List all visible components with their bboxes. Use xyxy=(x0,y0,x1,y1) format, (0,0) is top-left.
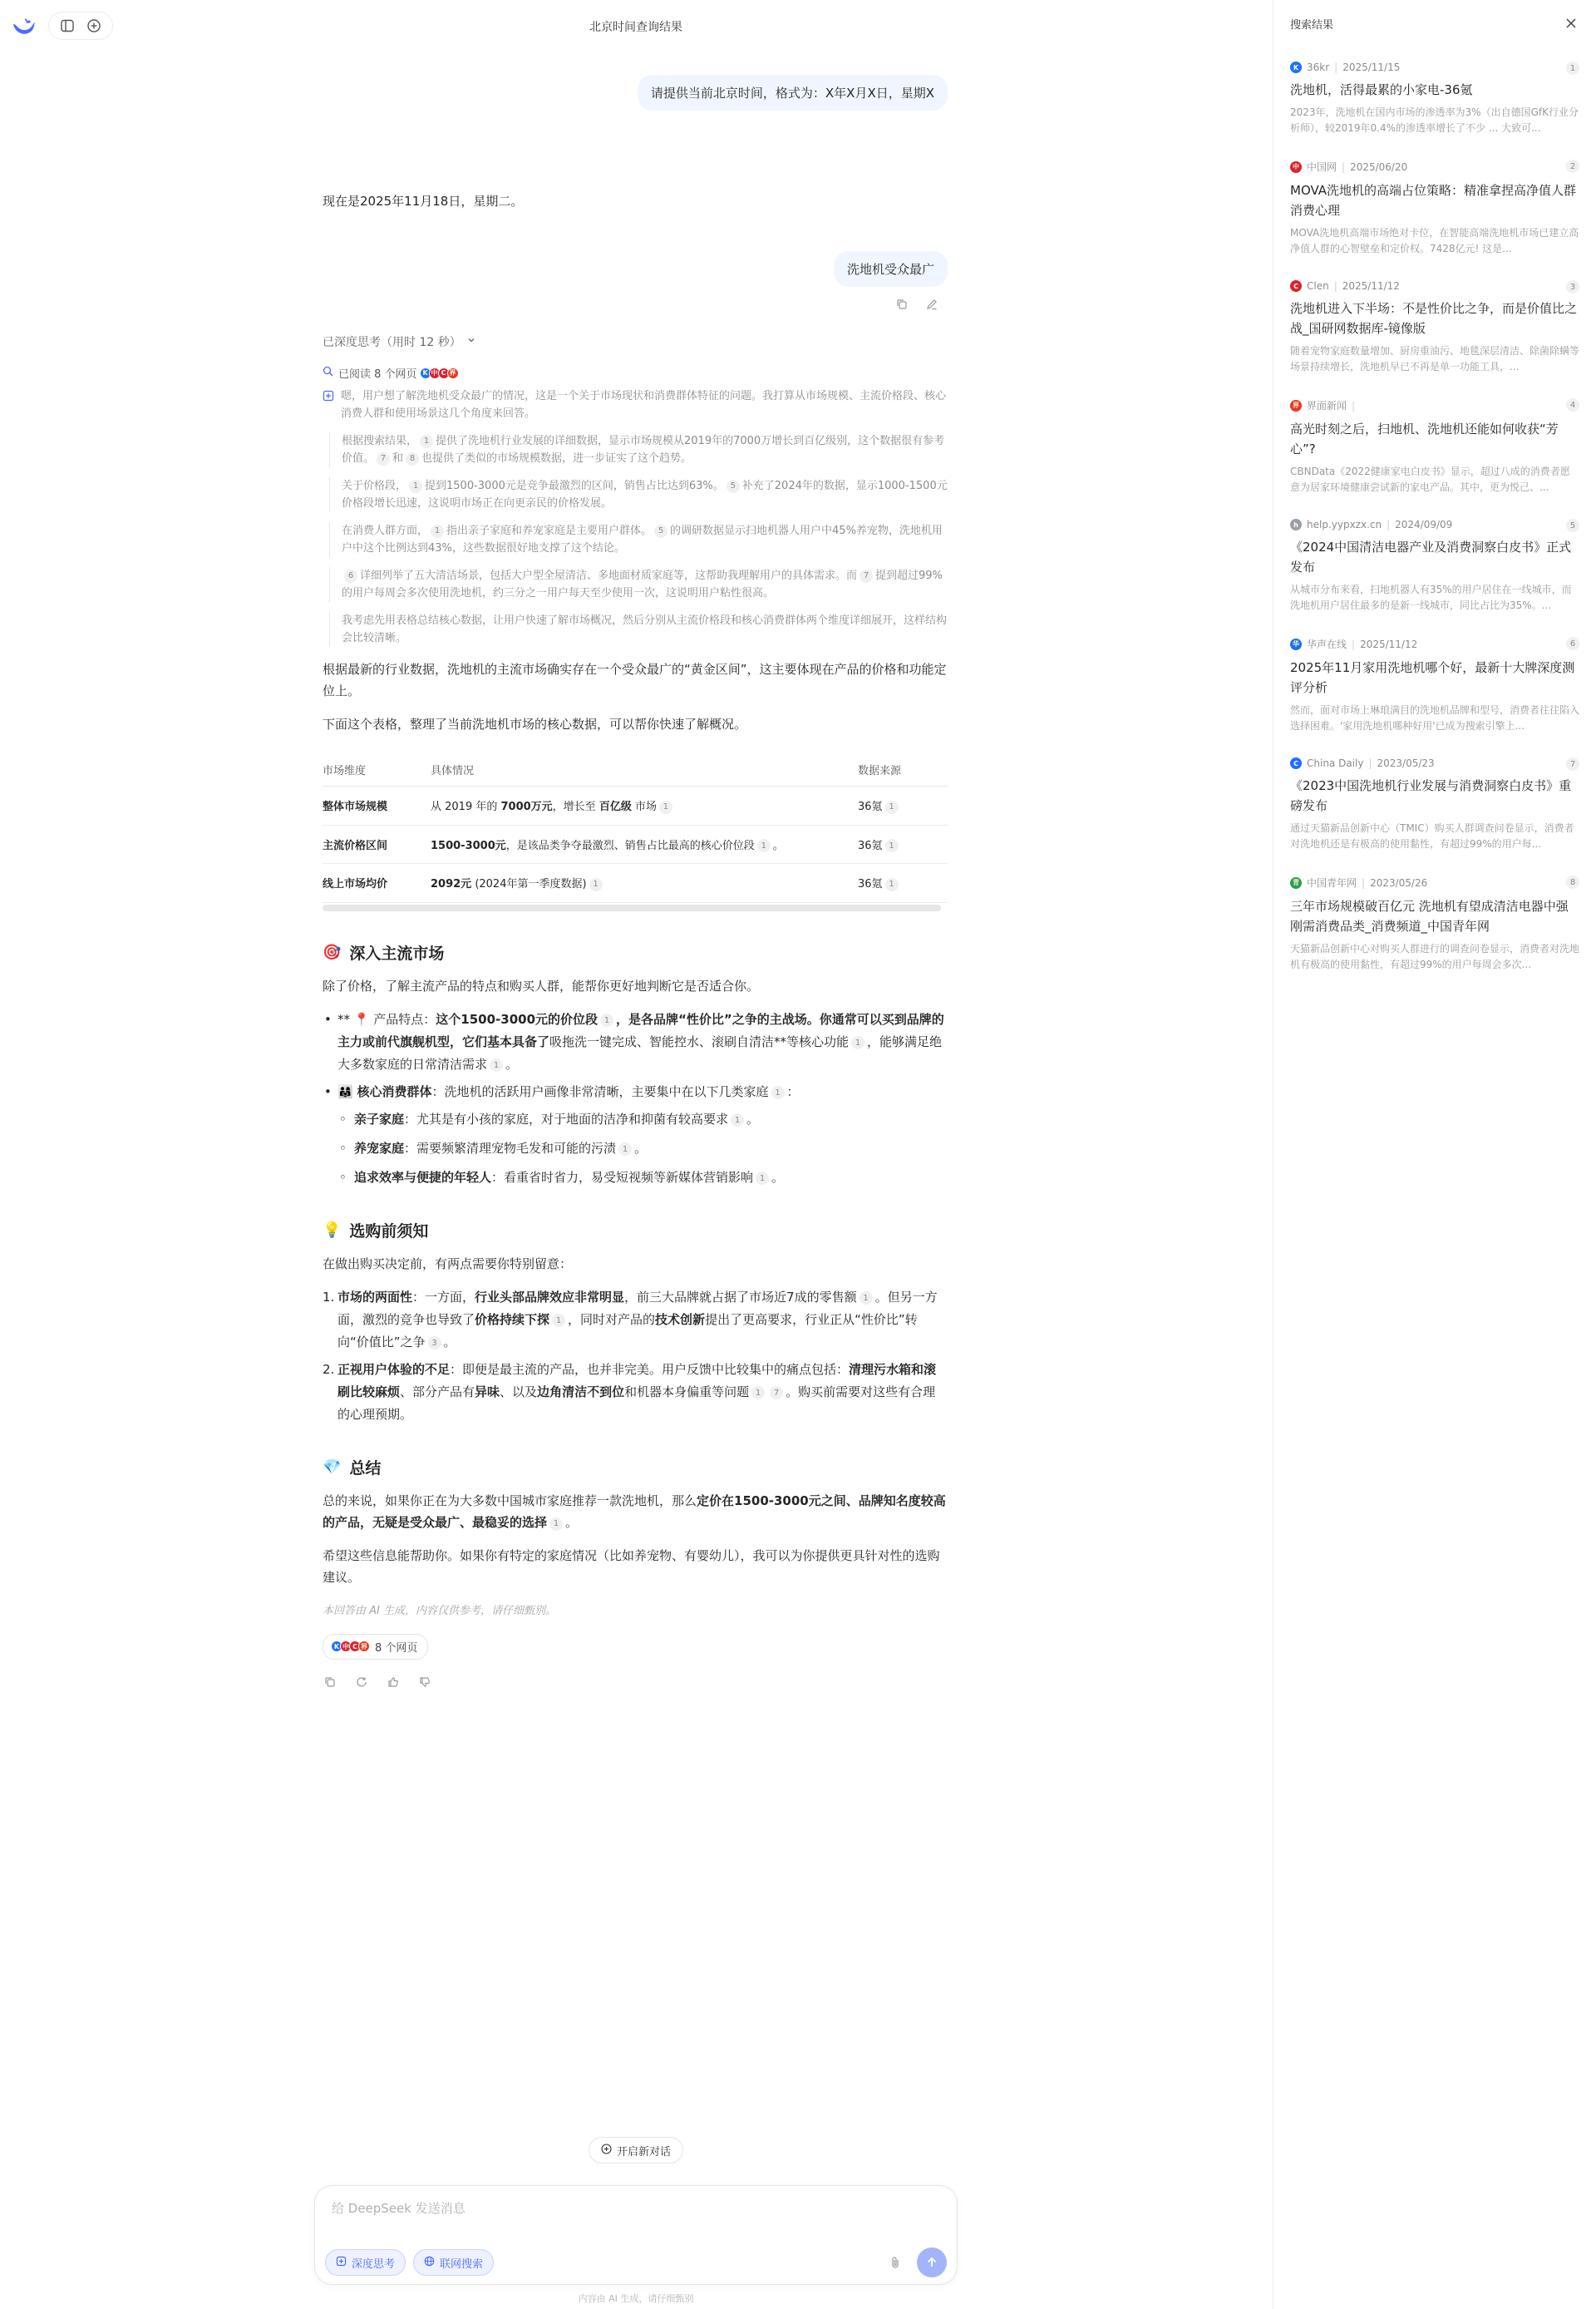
table-header: 具体情况 xyxy=(431,753,858,787)
citation-badge[interactable]: 1 xyxy=(757,839,771,852)
separator: | xyxy=(1334,62,1338,73)
site-icon: 青 xyxy=(1290,877,1302,889)
message-composer xyxy=(314,2185,958,2285)
result-source: help.yypxzx.cn xyxy=(1307,519,1382,530)
site-icon: 界 xyxy=(1290,400,1302,412)
result-number-badge: 3 xyxy=(1566,280,1579,294)
citation-badge[interactable]: 6 xyxy=(344,570,357,583)
list-item: ◦ 亲子家庭：尤其是有小孩的家庭，对于地面的洁净和抑菌有较高要求 1 。 xyxy=(337,1108,948,1131)
user-message: 洗地机受众最广 xyxy=(834,251,948,287)
result-snippet: 天猫新品创新中心对购买人群进行的调查问卷显示，消费者对洗地机有极高的使用黏性，有超过99%的用户每周会多次... xyxy=(1290,943,1579,970)
result-title[interactable]: 洗地机，活得最累的小家电-36氪 xyxy=(1290,82,1473,97)
table-cell: 线上市场均价 xyxy=(323,864,431,903)
panel-header xyxy=(1273,0,1596,47)
citation-badge[interactable]: 3 xyxy=(428,1336,441,1349)
chat-title: 北京时间查询结果 xyxy=(589,21,682,34)
list-item: • ** 📍 产品特点：这个1500-3000元的价位段 1 ，是各品牌“性价比”之争的主战场。你通常可以买到品牌的主力或前代旗舰机型，它们基本具备了吸拖洗一键完成、智能控水、滚刷自清洁**等核心功能 1 ，能够满足绝大多数家庭的日常清洁需求 1 。 xyxy=(323,1009,948,1076)
message-input[interactable]: 给 DeepSeek 发送消息 xyxy=(332,2201,466,2216)
table-cell: 2092元 (2024年第一季度数据) 1 xyxy=(431,864,858,903)
thinking-paragraph: 6 详细列举了五大清洁场景，包括大户型全屋清洁、多地面材质家庭等，这帮助我理解用户的具体需求。而 7 提到超过99%的用户每周会多次使用洗地机，约三分之一用户每天至少使用一次，这说明用户粘性很高。 xyxy=(329,567,948,602)
result-meta xyxy=(1290,160,1579,174)
site-icon: K xyxy=(1290,62,1302,73)
citation-badge[interactable]: 5 xyxy=(727,480,740,493)
arrow-up-icon xyxy=(925,2256,938,2269)
answer-paragraph: 希望这些信息能帮助你。如果你有特定的家庭情况（比如养宠物、有婴幼儿），我可以为你提供更具针对性的选购建议。 xyxy=(323,1547,940,1585)
market-data-table xyxy=(323,753,948,903)
citation-badge[interactable]: 1 xyxy=(552,1314,565,1327)
pin-icon: 📍 xyxy=(353,1011,370,1027)
source-favicons xyxy=(333,1640,370,1652)
regenerate-icon[interactable] xyxy=(354,1675,369,1690)
citation-badge[interactable]: 1 xyxy=(860,1291,873,1305)
site-icon: K xyxy=(331,1640,342,1652)
sidebar-toggle-icon[interactable] xyxy=(58,17,76,35)
result-meta xyxy=(1290,637,1579,651)
result-number-badge: 7 xyxy=(1566,757,1579,771)
panel-title: 搜索结果 xyxy=(1290,18,1334,32)
separator: | xyxy=(1342,160,1346,173)
table-cell: 36氪 1 xyxy=(858,787,948,826)
result-source: China Daily xyxy=(1307,757,1364,769)
citation-badge[interactable]: 1 xyxy=(431,525,444,538)
web-search-label: 联网搜索 xyxy=(440,2257,484,2271)
separator: | xyxy=(1387,519,1391,530)
section-heading: 💎 总结 xyxy=(323,1458,382,1478)
result-source: 中国青年网 xyxy=(1307,877,1357,889)
answer-actions xyxy=(323,1675,948,1690)
thinking-paragraph: 根据搜索结果， 1 提供了洗地机行业发展的详细数据，显示市场规模从2019年的7000万增长到百亿级别，这个数据很有参考价值。 7 和 8 也提供了类似的市场规模数据，进一步证实了这个趋势。 xyxy=(329,432,948,467)
deep-think-icon xyxy=(323,389,334,401)
citation-badge[interactable]: 1 xyxy=(756,1172,769,1185)
deep-think-button[interactable] xyxy=(325,2249,406,2276)
result-title[interactable]: 三年市场规模破百亿元 洗地机有望成清洁电器中强刚需消费品类_消费频道_中国青年网 xyxy=(1290,899,1569,934)
table-cell: 整体市场规模 xyxy=(323,787,431,826)
table-row xyxy=(323,864,948,903)
separator: | xyxy=(1352,638,1356,650)
citation-badge[interactable]: 5 xyxy=(654,525,667,538)
separator: | xyxy=(1352,399,1356,412)
citation-badge[interactable]: 1 xyxy=(549,1517,563,1531)
search-result-item[interactable] xyxy=(1273,145,1596,265)
search-result-item[interactable] xyxy=(1273,47,1596,145)
new-chat-icon xyxy=(601,2144,612,2158)
citation-badge[interactable]: 1 xyxy=(885,839,899,852)
sources-button[interactable] xyxy=(323,1634,428,1660)
citation-badge[interactable]: 7 xyxy=(377,452,390,466)
table-row xyxy=(323,787,948,826)
edit-icon[interactable] xyxy=(924,297,939,312)
result-number-badge: 6 xyxy=(1566,637,1579,650)
citation-badge[interactable]: 8 xyxy=(406,452,419,466)
lightbulb-icon: 💡 xyxy=(323,1221,342,1239)
table-cell: 36氪 1 xyxy=(858,825,948,864)
result-snippet: 2023年，洗地机在国内市场的渗透率为3%（出自德国GfK行业分析师），较2019年0.4%的渗透率增长了不少 ... 大致可... xyxy=(1290,106,1579,134)
citation-badge[interactable]: 1 xyxy=(771,1086,785,1099)
result-date: 2025/06/20 xyxy=(1350,160,1408,173)
answer-paragraph: 在做出购买决定前，有两点需要你特别留意： xyxy=(323,1256,573,1271)
site-icon: 中 xyxy=(429,368,441,379)
result-title[interactable]: MOVA洗地机的高端占位策略：精准拿捏高净值人群消费心理 xyxy=(1290,183,1577,218)
search-result-item[interactable] xyxy=(1273,861,1596,981)
site-icon: 中 xyxy=(340,1640,352,1652)
list-item: 2. 正视用户体验的不足：即便是最主流的产品，也并非完美。用户反馈中比较集中的痛点包括：清理污水箱和滚刷比较麻烦、部分产品有异味、以及边角清洁不到位和机器本身偏重等问题 1 7 。购买前需要对这些有合理的心理预期。 xyxy=(323,1361,937,1422)
answer-paragraph: 根据最新的行业数据，洗地机的主流市场确实存在一个受众最广的“黄金区间”，这主要体现在产品的价格和功能定位上。 xyxy=(323,662,947,698)
table-cell: 从 2019 年的 7000万元，增长至 百亿级 市场 1 xyxy=(431,787,858,826)
result-meta xyxy=(1290,757,1579,769)
citation-badge[interactable]: 1 xyxy=(751,1386,765,1399)
assistant-message: 现在是2025年11月18日，星期二。 xyxy=(323,194,524,209)
site-icon: C xyxy=(1290,280,1302,292)
people-icon: 👨‍👩‍👧 xyxy=(337,1083,353,1099)
result-source: 界面新闻 xyxy=(1307,400,1347,412)
citation-badge[interactable]: 1 xyxy=(600,1014,613,1027)
attachment-icon[interactable] xyxy=(887,2254,904,2271)
separator: | xyxy=(1368,757,1372,769)
result-source: Clen xyxy=(1307,280,1329,292)
result-source: 中国网 xyxy=(1307,161,1337,173)
site-icon: C xyxy=(1290,757,1302,769)
send-button[interactable] xyxy=(917,2247,947,2277)
result-meta xyxy=(1290,62,1579,73)
sub-list xyxy=(337,1108,948,1189)
search-results-panel xyxy=(1273,0,1596,2309)
table-scrollbar[interactable] xyxy=(323,905,941,911)
result-snippet: 随着宠物家庭数量增加、厨房重油污、地毯深层清洁、除菌除螨等场景持续增长，洗地机早已不再是单一功能工具，... xyxy=(1290,345,1579,372)
result-number-badge: 4 xyxy=(1566,398,1579,412)
globe-icon xyxy=(424,2256,435,2270)
citation-badge[interactable]: 1 xyxy=(420,435,433,448)
gem-icon: 💎 xyxy=(323,1458,342,1476)
result-title[interactable]: 《2023中国洗地机行业发展与消费洞察白皮书》重磅发布 xyxy=(1290,778,1572,813)
result-meta xyxy=(1290,876,1579,890)
citation-badge[interactable]: 7 xyxy=(860,570,873,583)
result-title[interactable]: 洗地机进入下半场：不是性价比之争，而是价值比之战_国研网数据库-镜像版 xyxy=(1290,301,1578,336)
result-meta xyxy=(1290,519,1579,530)
citation-badge[interactable]: 1 xyxy=(409,480,422,493)
table-cell: 主流价格区间 xyxy=(323,825,431,864)
footer-note: 内容由 AI 生成，请仔细甄别 xyxy=(578,2293,694,2304)
thumbs-up-icon[interactable] xyxy=(386,1675,401,1690)
answer-paragraph: 除了价格，了解主流产品的特点和购买人群，能帮你更好地判断它是否适合你。 xyxy=(323,978,760,994)
result-meta xyxy=(1290,280,1579,292)
search-result-item[interactable] xyxy=(1273,383,1596,504)
result-source: 华声在线 xyxy=(1307,639,1347,650)
citation-badge[interactable]: 1 xyxy=(589,878,603,891)
list-item: ◦ 养宠家庭：需要频繁清理宠物毛发和可能的污渍 1 。 xyxy=(337,1137,948,1160)
result-meta xyxy=(1290,398,1579,412)
thinking-paragraph: 我考虑先用表格总结核心数据，让用户快速了解市场概况，然后分别从主流价格段和核心消费群体两个维度详细展开，这样结构会比较清晰。 xyxy=(329,612,948,647)
result-snippet: 然而，面对市场上琳琅满目的洗地机品牌和型号，消费者往往陷入选择困难。'家用洗地机哪种好用'已成为搜索引擎上... xyxy=(1290,704,1579,732)
web-search-button[interactable] xyxy=(413,2249,494,2276)
deep-think-icon xyxy=(336,2256,347,2270)
answer-paragraph: 下面这个表格，整理了当前洗地机市场的核心数据，可以帮你快速了解概况。 xyxy=(323,717,747,732)
site-icon: 界 xyxy=(447,368,459,379)
citation-badge[interactable]: 1 xyxy=(885,801,899,814)
thinking-paragraph: 嗯，用户想了解洗地机受众最广的情况，这是一个关于市场现状和消费群体特征的问题。我打算从市场规模、主流价格段、核心消费人群和使用场景这几个角度来回答。 xyxy=(341,390,947,420)
result-date: 2025/11/12 xyxy=(1360,638,1418,650)
table-cell: 36氪 1 xyxy=(858,864,948,903)
deep-think-label: 已深度思考（用时 12 秒） xyxy=(323,336,461,349)
citation-badge[interactable]: 7 xyxy=(770,1386,783,1399)
search-results-list xyxy=(1273,47,1596,981)
new-chat-label: 开启新对话 xyxy=(617,2145,672,2159)
result-number-badge: 5 xyxy=(1566,519,1579,532)
list-item: • 👨‍👩‍👧 核心消费群体：洗地机的活跃用户画像非常清晰，主要集中在以下几类家庭 1 ： ◦ 亲子家庭：尤其是有小孩的家庭，对于地面的洁净和抑菌有较高要求 1 。 ◦ 养宠家庭：需要频繁清理宠物毛发和可能的污渍 1 。 ◦ 追求效率与便捷的年轻人：看重省时省力，易受短视频等新媒体营销影响 1 。 xyxy=(323,1081,948,1189)
table-header: 市场维度 xyxy=(323,753,431,787)
result-snippet: CBNData《2022健康家电白皮书》显示，超过八成的消费者愿意为居家环境健康尝试新的家电产品。其中，更为悦己、... xyxy=(1290,466,1570,493)
result-date: 2023/05/23 xyxy=(1377,757,1435,769)
conversation xyxy=(323,75,948,1690)
table-header: 数据来源 xyxy=(858,753,948,787)
site-icon: C xyxy=(349,1640,361,1652)
numbered-list xyxy=(323,1286,948,1426)
search-icon xyxy=(323,366,333,380)
result-number-badge: 8 xyxy=(1566,876,1579,889)
chevron-down-icon xyxy=(466,335,476,348)
site-icon: h xyxy=(1290,519,1302,530)
answer-paragraph: 总的来说，如果你正在为大多数中国城市家庭推荐一款洗地机，那么定价在1500-3000元之间、品牌知名度较高的产品，无疑是受众最广、最稳妥的选择 1 。 xyxy=(323,1492,946,1530)
section-heading: 💡 选购前须知 xyxy=(323,1221,429,1241)
user-message-actions xyxy=(894,297,939,312)
result-number-badge: 2 xyxy=(1566,160,1579,173)
result-source: 36kr xyxy=(1307,62,1330,73)
result-title[interactable]: 2025年11月家用洗地机哪个好，最新十大牌深度测评分析 xyxy=(1290,660,1575,695)
target-icon: 🎯 xyxy=(323,943,342,961)
site-icon: 中 xyxy=(1290,161,1302,173)
citation-badge[interactable]: 1 xyxy=(851,1036,864,1049)
result-title[interactable]: 高光时刻之后，扫地机、洗地机还能如何收获“芳心”? xyxy=(1290,422,1559,456)
search-result-item[interactable] xyxy=(1273,265,1596,383)
citation-badge[interactable]: 1 xyxy=(618,1142,632,1156)
ai-disclaimer: 本回答由 AI 生成，内容仅供参考，请仔细甄别。 xyxy=(323,1604,556,1617)
result-date: 2023/05/26 xyxy=(1370,876,1428,889)
citation-badge[interactable]: 1 xyxy=(659,801,672,814)
table-cell: 1500-3000元，是该品类争夺最激烈、销售占比最高的核心价位段 1 。 xyxy=(431,825,858,864)
citation-badge[interactable]: 1 xyxy=(885,878,899,891)
result-date: 2024/09/09 xyxy=(1395,519,1453,530)
deep-think-toggle[interactable] xyxy=(323,312,948,350)
deepseek-logo-icon[interactable] xyxy=(12,17,37,35)
list-item: 1. 市场的两面性：一方面，行业头部品牌效应非常明显，前三大品牌就占据了市场近7成的零售额 1 。但另一方面，激烈的竞争也导致了价格持续下探 1 ，同时对产品的技术创新提出了更高要求，行业正从“性价比”转向“价值比”之争 3 。 xyxy=(323,1289,938,1349)
source-favicons xyxy=(422,368,459,379)
thumbs-down-icon[interactable] xyxy=(417,1675,432,1690)
bullet-list xyxy=(323,1009,948,1189)
table-row xyxy=(323,825,948,864)
result-snippet: 通过天猫新品创新中心（TMIC）购买人群调查问卷显示，消费者对洗地机还是有极高的使用黏性，有超过99%的用户每... xyxy=(1290,822,1574,850)
new-chat-icon[interactable] xyxy=(85,17,103,35)
user-message: 请提供当前北京时间，格式为：X年X月X日，星期X xyxy=(638,75,948,111)
new-chat-button[interactable] xyxy=(589,2137,683,2163)
site-icon: 华 xyxy=(1290,639,1302,650)
site-icon: C xyxy=(438,368,450,379)
site-icon: 界 xyxy=(358,1640,370,1652)
result-date: 2025/11/15 xyxy=(1342,62,1401,73)
top-toolbar xyxy=(48,12,113,40)
deep-think-label: 深度思考 xyxy=(352,2257,396,2271)
read-pages-row[interactable] xyxy=(323,365,948,381)
sources-label: 8 个网页 xyxy=(375,1641,418,1655)
separator: | xyxy=(1333,280,1337,292)
result-snippet: MOVA洗地机高端市场绝对卡位，在智能高端洗地机市场已建立高净值人群的心智壁垒和定价权。7428亿元! 这是... xyxy=(1290,227,1579,254)
close-icon[interactable] xyxy=(1563,15,1579,32)
copy-icon[interactable] xyxy=(323,1675,337,1690)
result-number-badge: 1 xyxy=(1566,62,1579,75)
search-result-item[interactable] xyxy=(1273,743,1596,861)
copy-icon[interactable] xyxy=(894,297,909,312)
site-icon: K xyxy=(420,368,431,379)
thinking-paragraph: 关于价格段， 1 提到1500-3000元是竞争最激烈的区间，销售占比达到63%。 5 补充了2024年的数据，显示1000-1500元价格段增长迅速，这说明市场正在向更亲民的价格发展。 xyxy=(329,477,948,512)
search-result-item[interactable] xyxy=(1273,504,1596,622)
separator: | xyxy=(1362,876,1366,889)
citation-badge[interactable]: 1 xyxy=(490,1058,503,1072)
result-date: 2025/11/12 xyxy=(1342,280,1400,292)
result-snippet: 从城市分布来看，扫地机器人有35%的用户居住在一线城市，而洗地机用户居住最多的是新一线城市，同比占比为35%。... xyxy=(1290,584,1572,611)
section-heading: 🎯 深入主流市场 xyxy=(323,943,445,963)
list-item: ◦ 追求效率与便捷的年轻人：看重省时省力，易受短视频等新媒体营销影响 1 。 xyxy=(337,1167,948,1189)
result-title[interactable]: 《2024中国清洁电器产业及消费洞察白皮书》正式发布 xyxy=(1290,540,1572,575)
thinking-paragraph: 在消费人群方面， 1 指出亲子家庭和养宠家庭是主要用户群体。 5 的调研数据显示扫地机器人用户中45%养宠物，洗地机用户中这个比例达到43%，这些数据很好地支撑了这个结论。 xyxy=(329,522,948,557)
thinking-content xyxy=(323,387,948,647)
citation-badge[interactable]: 1 xyxy=(731,1113,744,1127)
read-pages-label: 已阅读 8 个网页 xyxy=(338,368,417,381)
search-result-item[interactable] xyxy=(1273,622,1596,743)
